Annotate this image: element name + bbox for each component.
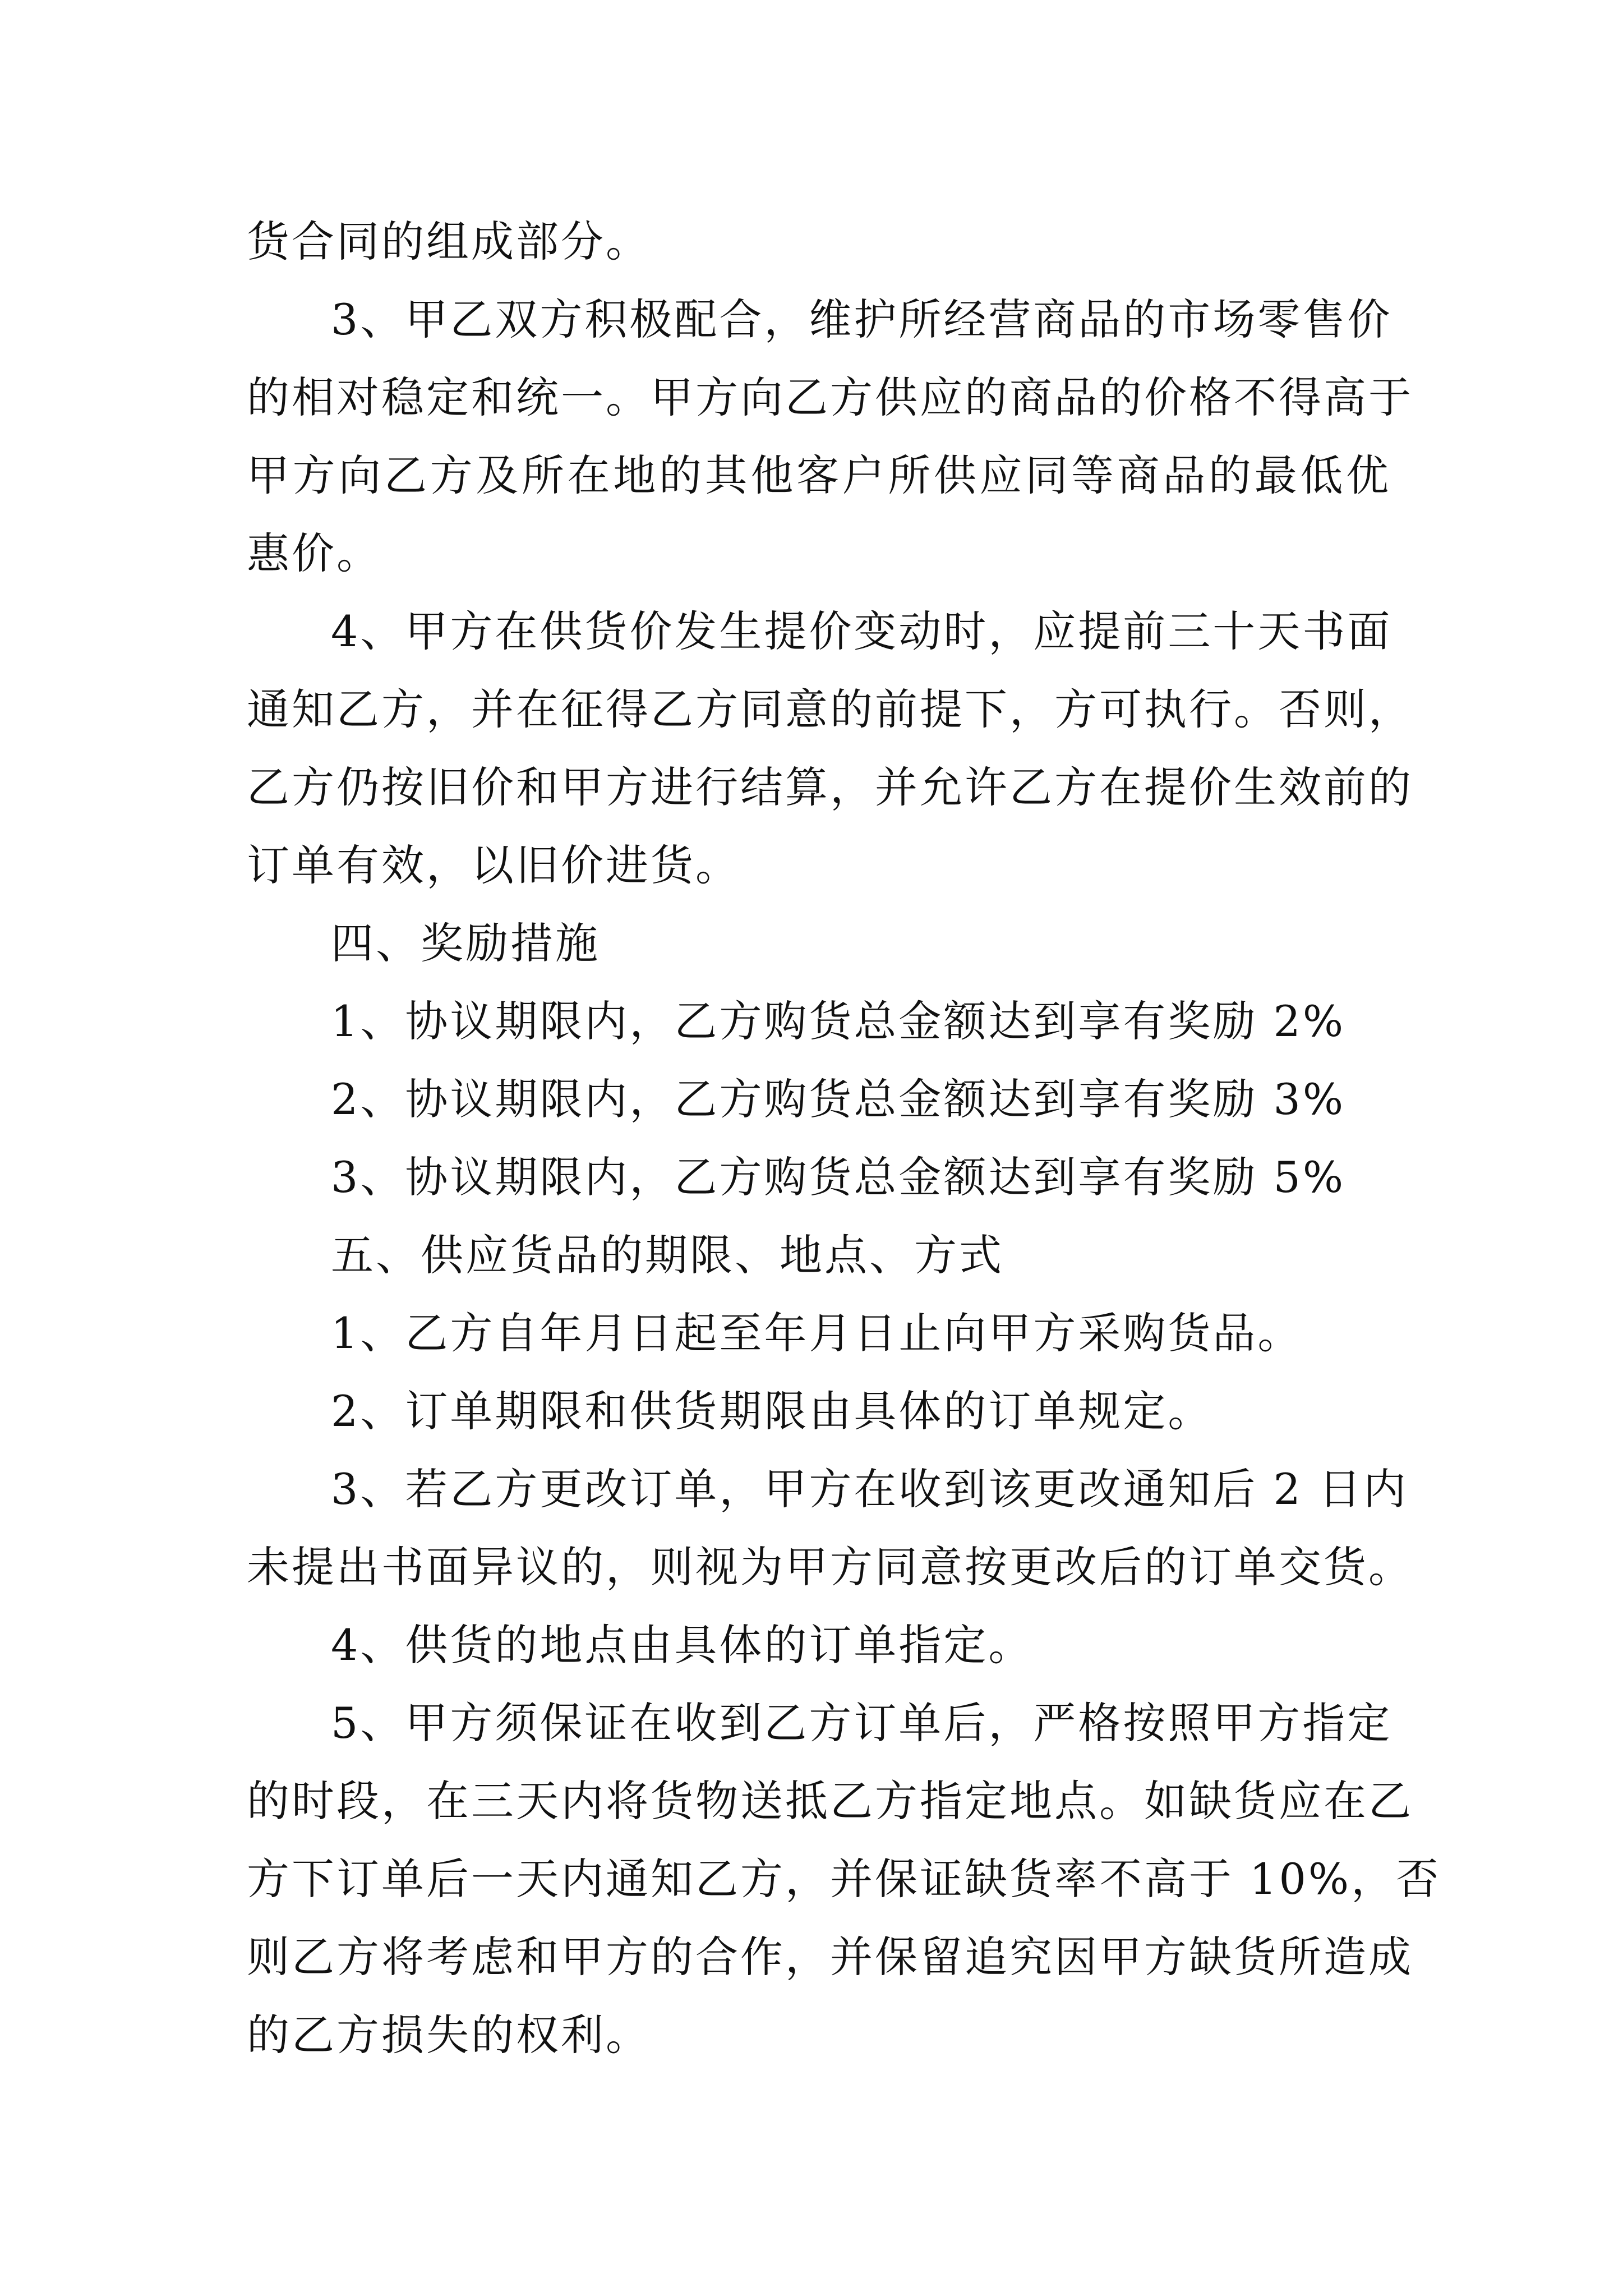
text-line: 4、甲方在供货价发生提价变动时，应提前三十天书面 xyxy=(331,606,1393,656)
text-line: 2、协议期限内，乙方购货总金额达到享有奖励 3% xyxy=(331,1074,1346,1124)
text-line: 则乙方将考虑和甲方的合作，并保留追究因甲方缺货所造成 xyxy=(247,1932,1413,1982)
text-line: 方下订单后一天内通知乙方，并保证缺货率不高于 10%，否 xyxy=(247,1854,1441,1904)
text-line: 2、订单期限和供货期限由具体的订单规定。 xyxy=(331,1386,1213,1436)
text-line: 甲方向乙方及所在地的其他客户所供应同等商品的最低优 xyxy=(247,450,1391,500)
text-line: 订单有效，以旧价进货。 xyxy=(247,840,740,890)
text-line: 货合同的组成部分。 xyxy=(247,217,651,266)
section-heading: 四、奖励措施 xyxy=(331,918,600,968)
text-line: 3、若乙方更改订单，甲方在收到该更改通知后 2 日内 xyxy=(331,1464,1409,1514)
text-line: 惠价。 xyxy=(247,528,381,578)
text-line: 4、供货的地点由具体的订单指定。 xyxy=(331,1620,1034,1670)
text-line: 1、协议期限内，乙方购货总金额达到享有奖励 2% xyxy=(331,996,1346,1046)
text-line: 的相对稳定和统一。甲方向乙方供应的商品的价格不得高于 xyxy=(247,372,1413,422)
text-line: 3、协议期限内，乙方购货总金额达到享有奖励 5% xyxy=(331,1152,1346,1202)
text-line: 3、甲乙双方积极配合，维护所经营商品的市场零售价 xyxy=(331,295,1393,344)
text-line: 未提出书面异议的，则视为甲方同意按更改后的订单交货。 xyxy=(247,1542,1413,1592)
text-line: 乙方仍按旧价和甲方进行结算，并允许乙方在提价生效前的 xyxy=(247,762,1413,812)
text-line: 的乙方损失的权利。 xyxy=(247,2010,651,2060)
section-heading: 五、供应货品的期限、地点、方式 xyxy=(331,1230,1004,1280)
text-line: 的时段，在三天内将货物送抵乙方指定地点。如缺货应在乙 xyxy=(247,1776,1413,1826)
text-line: 通知乙方，并在征得乙方同意的前提下，方可执行。否则， xyxy=(247,684,1413,734)
text-line: 5、甲方须保证在收到乙方订单后，严格按照甲方指定 xyxy=(331,1698,1393,1748)
text-line: 1、乙方自年月日起至年月日止向甲方采购货品。 xyxy=(331,1308,1303,1358)
